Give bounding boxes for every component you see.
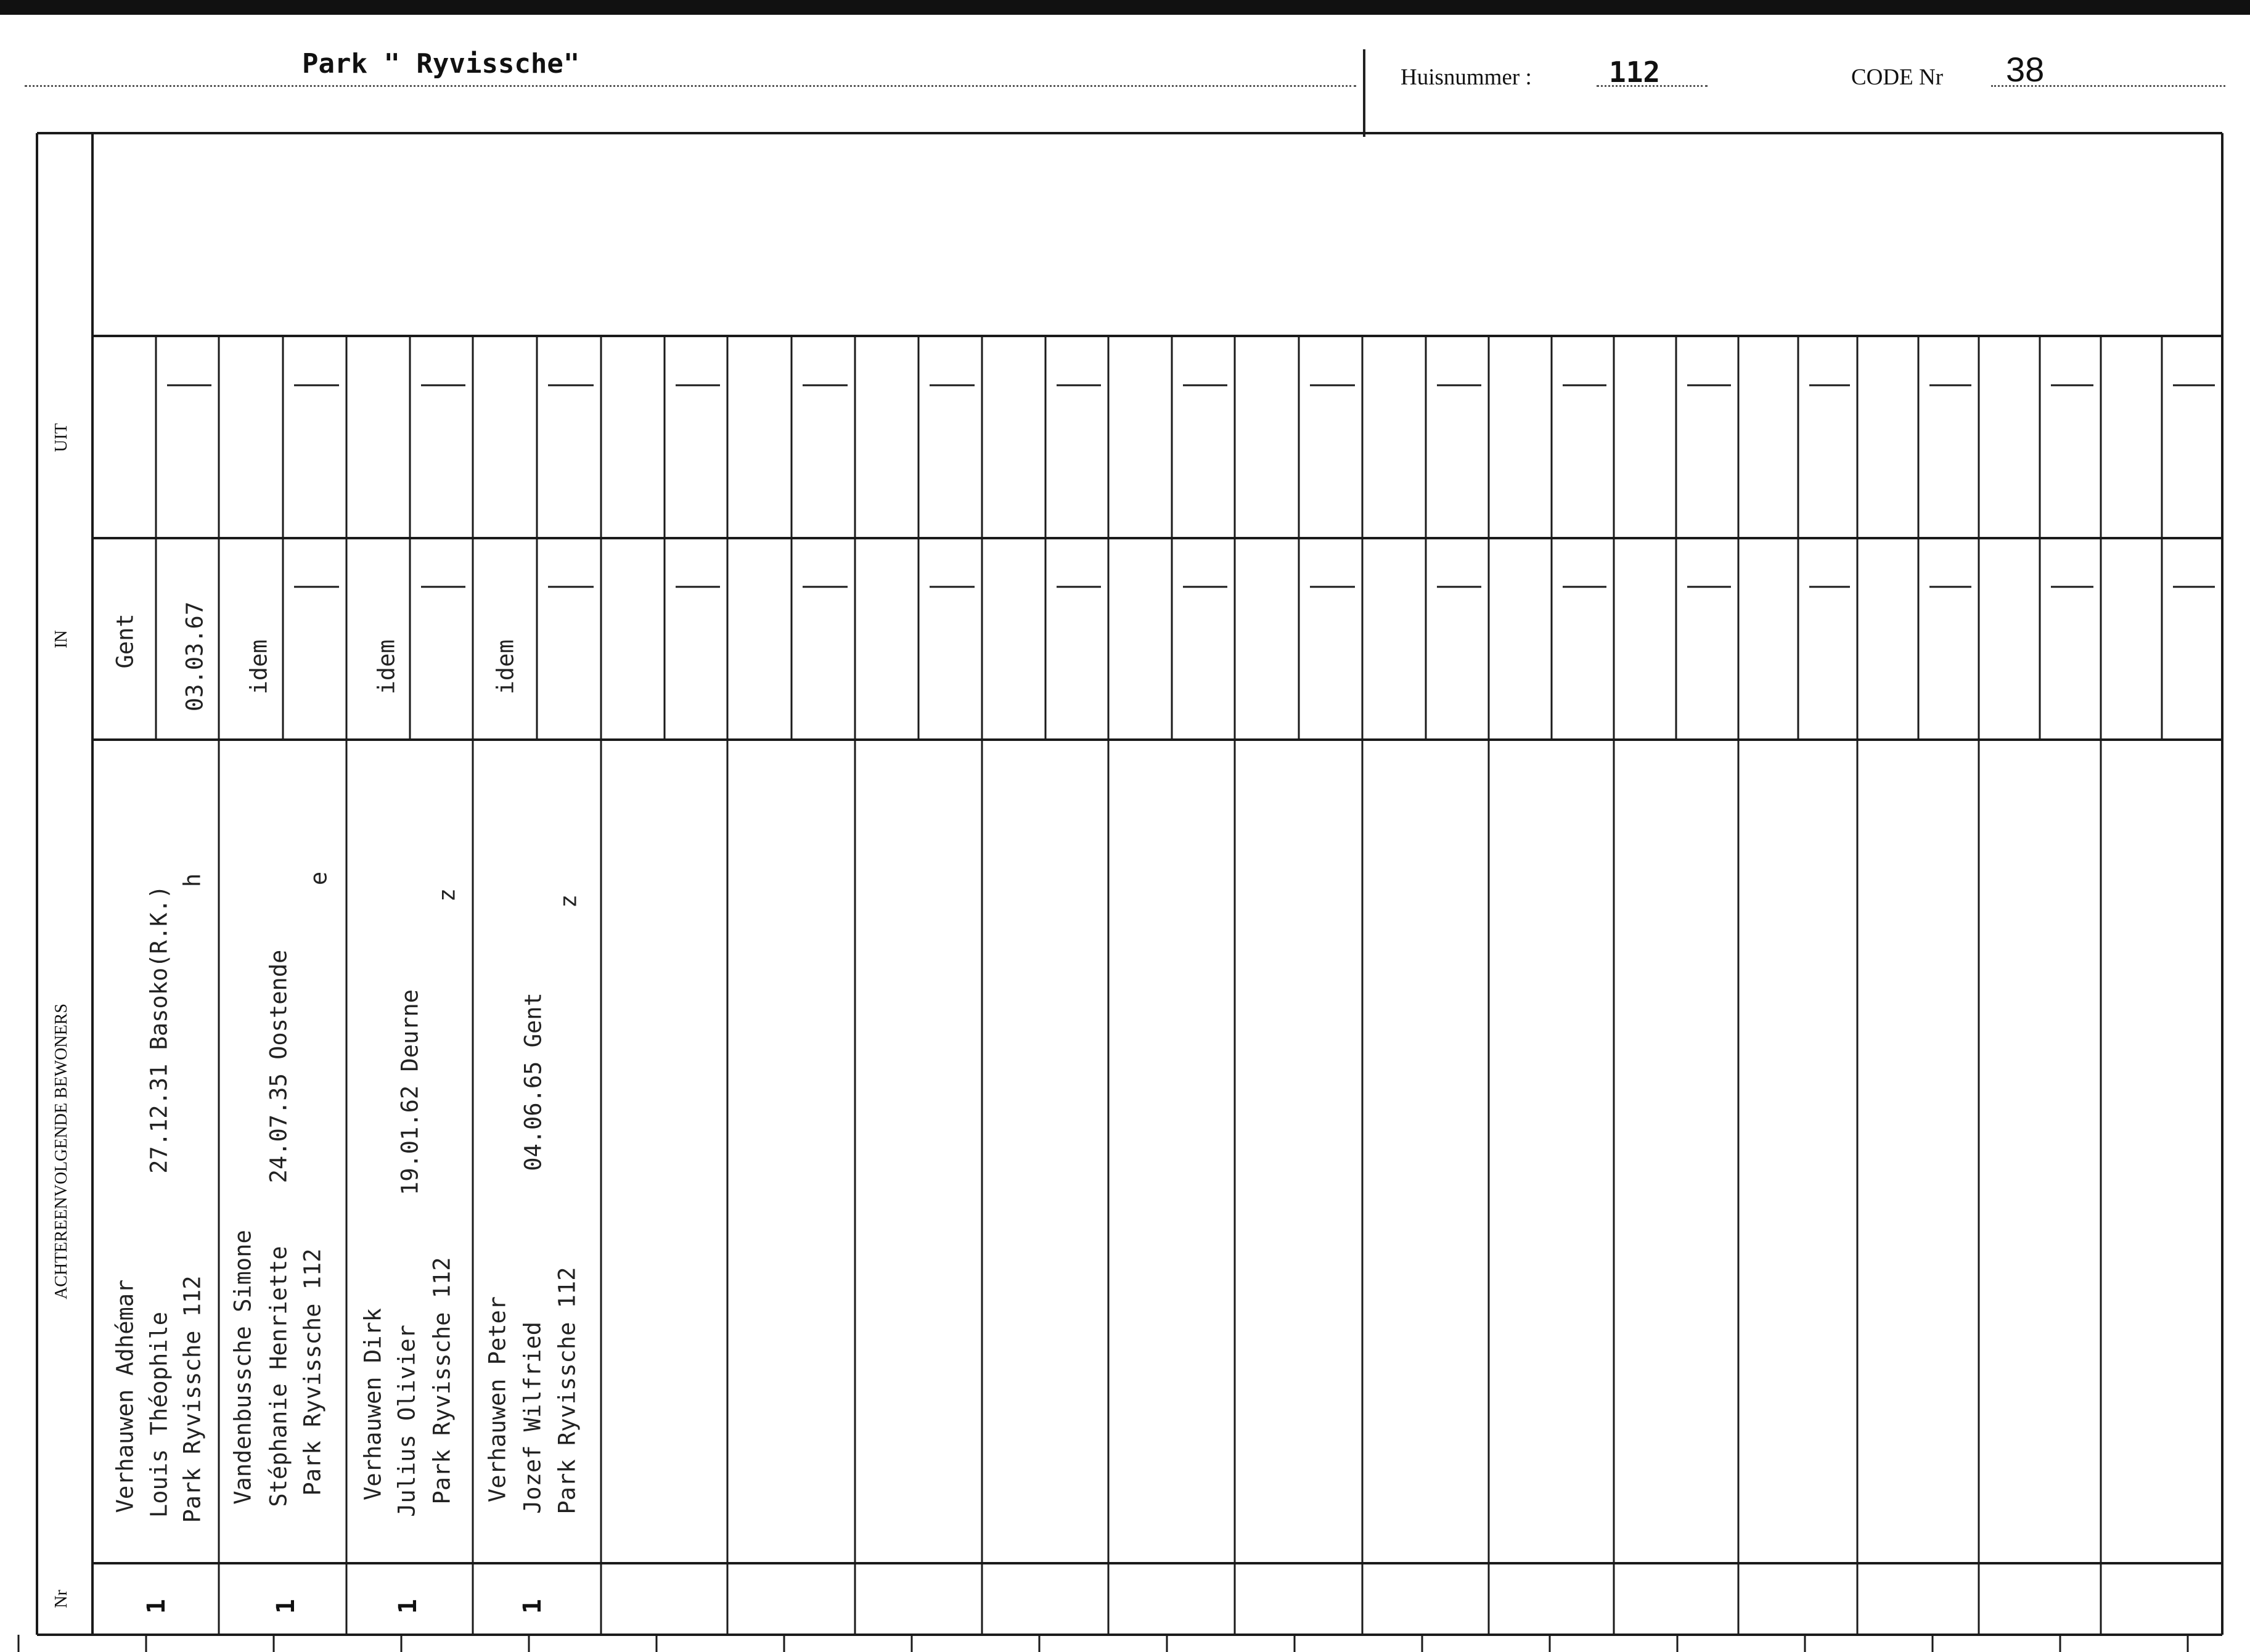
entry-4-name-line1: Verhauwen Peter [484,1296,511,1503]
entry-1-mark: h [179,873,206,888]
entry-3-in-from: idem [373,639,400,695]
entry-2-nr: 1 [272,1598,300,1614]
entry-3-address: Park Ryvissche 112 [428,1257,456,1505]
entry-1-name-line1: Verhauwen Adhémar [112,1279,139,1513]
entry-4-name-line2: Jozef Wilfried [519,1322,546,1514]
uit-column-label: UIT [52,423,71,452]
entry-1-address: Park Ryvissche 112 [179,1275,206,1523]
entry-1-in-from: Gent [112,613,139,669]
entry-3-birth: 19.01.62 Deurne [396,989,423,1196]
entry-4-in-from: idem [492,639,519,695]
entry-1-name-line2: Louis Théophile [145,1311,173,1518]
entry-2-birth: 24.07.35 Oostende [265,949,292,1184]
entry-4-birth: 04.06.65 Gent [520,992,547,1171]
nr-column-label: Nr [52,1590,71,1608]
entry-2-name-line1: Vandenbussche Simone [229,1230,256,1505]
entry-3-nr: 1 [394,1598,422,1614]
entry-1-in-date: 03.03.67 [181,601,208,712]
entry-3-name-line1: Verhauwen Dirk [359,1308,387,1500]
entry-2-name-line2: Stéphanie Henriette [265,1246,292,1507]
entry-3-name-line2: Julius Olivier [393,1325,420,1517]
entry-2-in-from: idem [245,639,272,695]
entry-2-address: Park Ryvissche 112 [299,1248,326,1496]
entry-3-mark: z [433,888,460,902]
entry-4-nr: 1 [518,1598,547,1614]
entry-1-birth: 27.12.31 Basoko(R.K.) [145,885,173,1174]
entry-2-mark: e [305,871,332,886]
in-column-label: IN [52,630,71,648]
code-number-label: CODE Nr [1851,65,1944,90]
house-number-label: Huisnummer : [1401,65,1532,90]
code-number-value: 38 [2006,50,2045,89]
entry-4-mark: z [555,894,582,909]
house-number-value: 112 [1609,55,1661,89]
residents-column-label: ACHTEREENVOLGENDE BEWONERS [52,1004,71,1299]
street-name: Park " Ryvissche" [302,48,580,80]
entry-1-nr: 1 [142,1598,171,1614]
entry-4-address: Park Ryvissche 112 [554,1267,581,1515]
